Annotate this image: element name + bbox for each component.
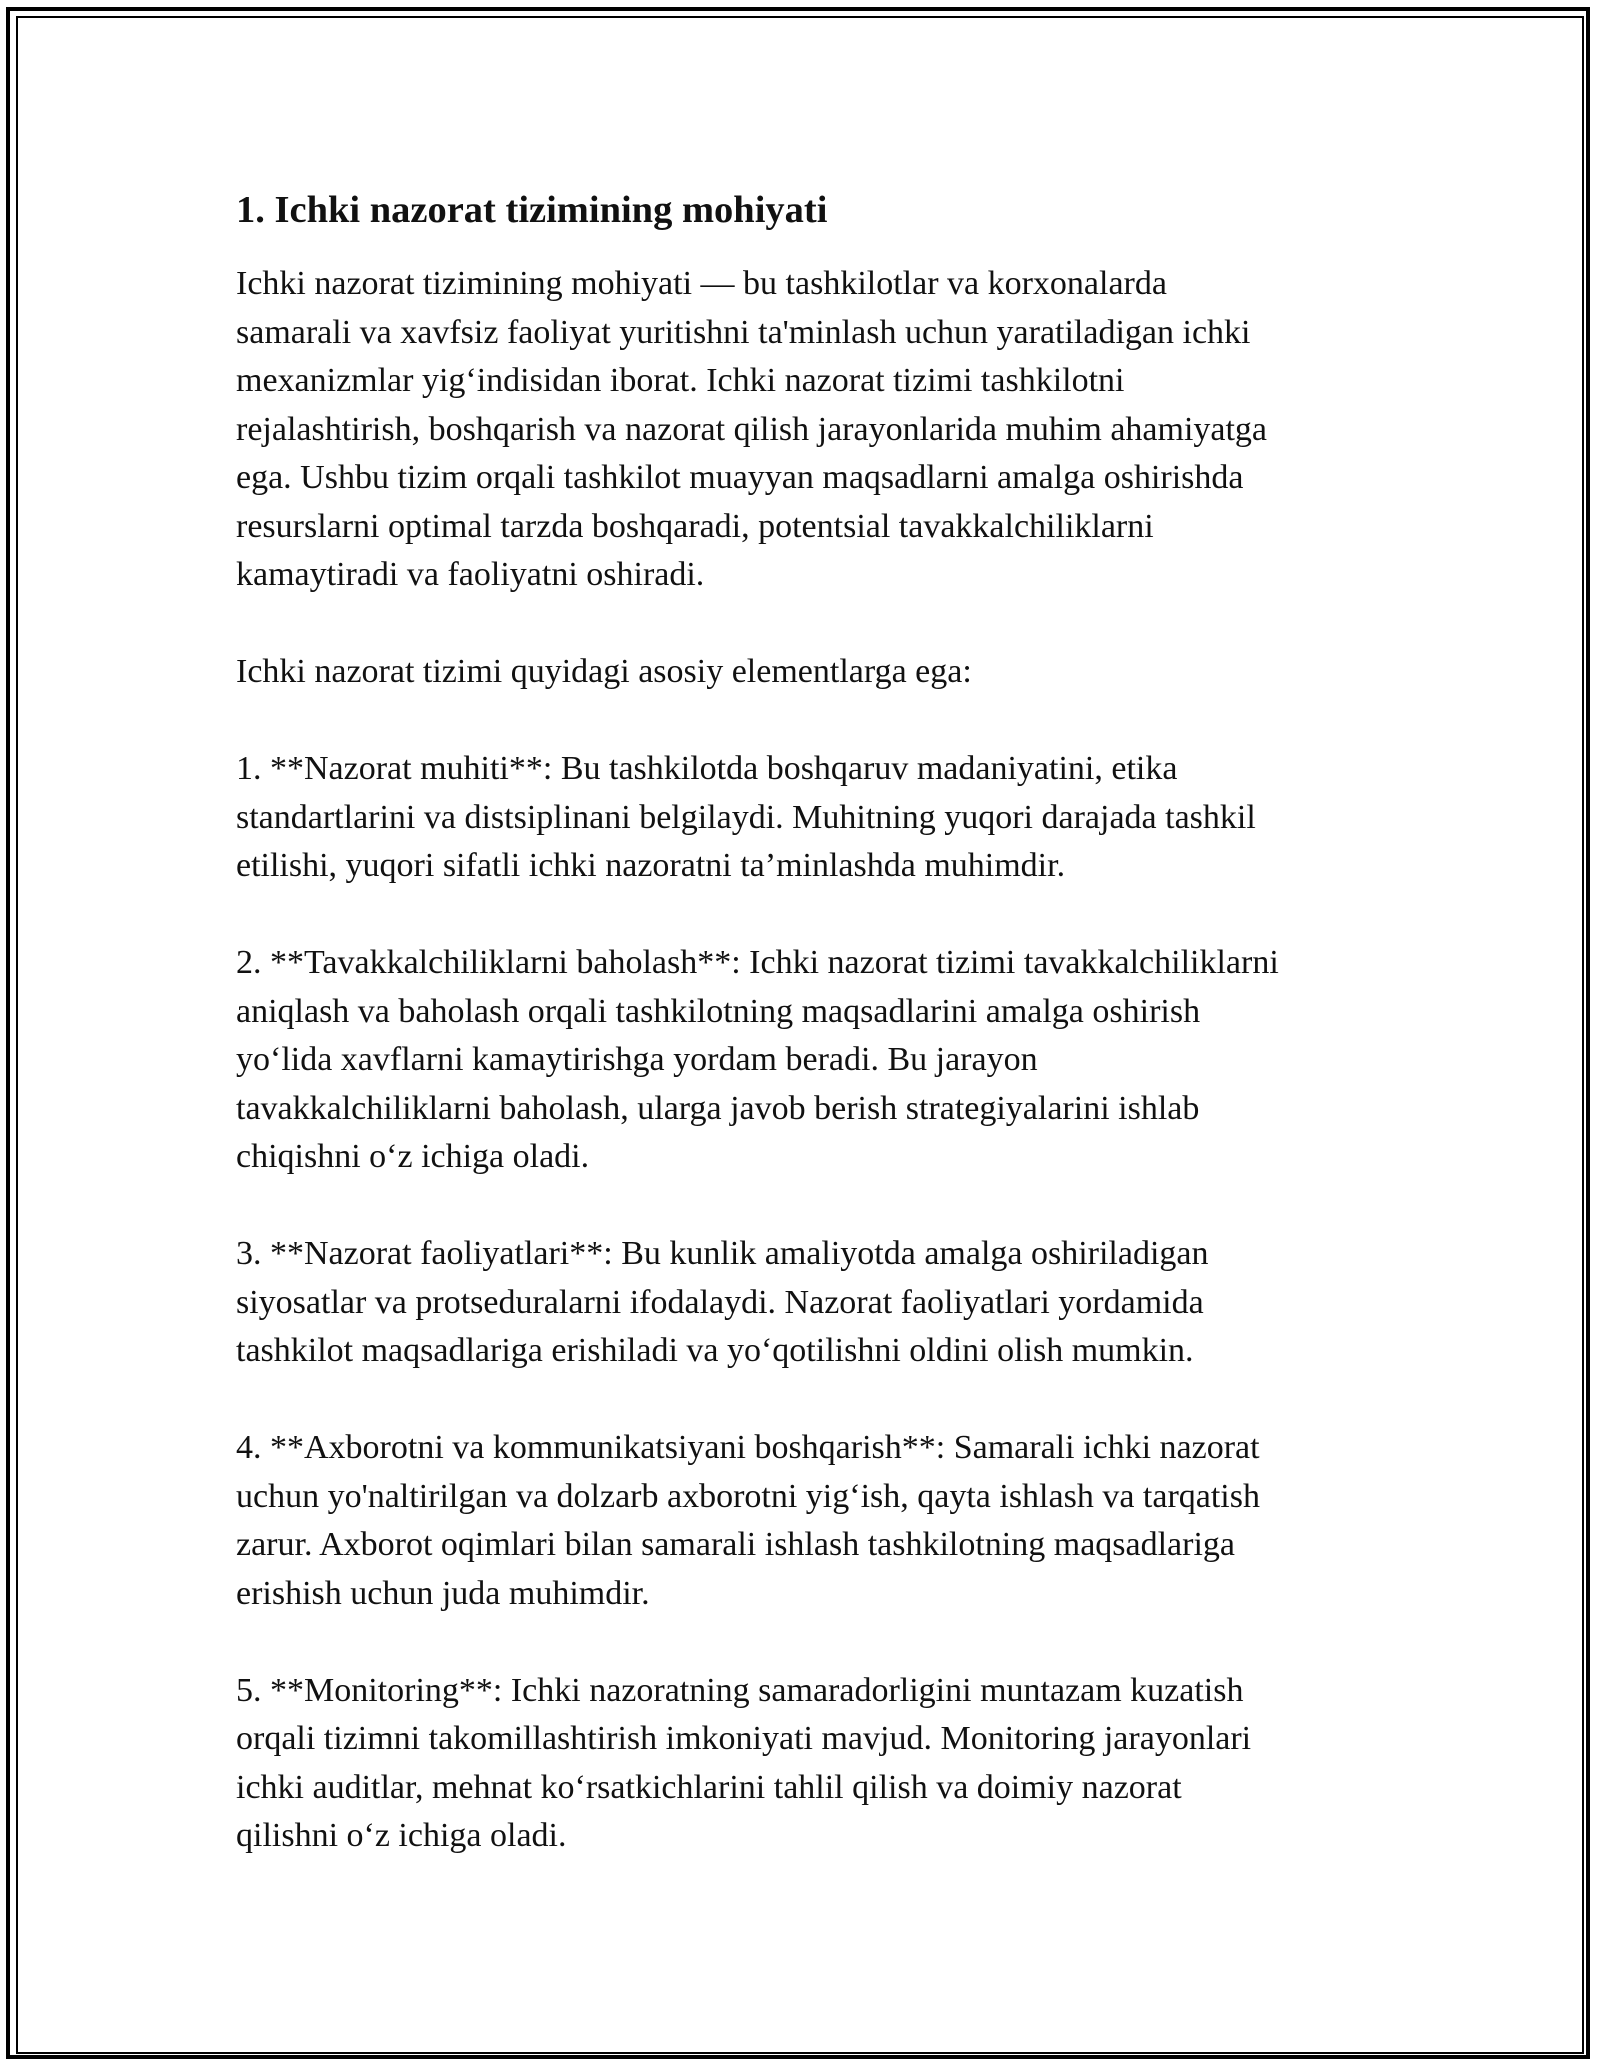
text-line: siyosatlar va protseduralarni ifodalaydi. Nazorat faoliyatlari yordamida xyxy=(236,1283,1204,1321)
text-line: Ichki nazorat tizimining mohiyati — bu tashkilotlar va korxonalarda xyxy=(236,265,1167,302)
text-line: erishish uchun juda muhimdir. xyxy=(236,1574,650,1612)
text-line: orqali tizimni takomillashtirish imkoniyati mavjud. Monitoring jarayonlari xyxy=(236,1720,1252,1757)
text-line: zarur. Axborot oqimlari bilan samarali ishlash tashkilotning maqsadlariga xyxy=(236,1526,1235,1563)
list-item-3 xyxy=(236,1230,1366,1376)
list-item-1 xyxy=(236,745,1366,891)
text-line: 4. **Axborotni va kommunikatsiyani boshqarish**: Samarali ichki nazorat xyxy=(236,1429,1260,1466)
text-line: resurslarni optimal tarzda boshqaradi, potentsial tavakkalchiliklarni xyxy=(236,507,1154,545)
text-line: etilishi, yuqori sifatli ichki nazoratni ta’minlashda muhimdir. xyxy=(236,847,1066,884)
text-line: ega. Ushbu tizim orqali tashkilot muayyan maqsadlarni amalga oshirishda xyxy=(236,459,1244,496)
text-line: ichki auditlar, mehnat ko‘rsatkichlarini tahlil qilish va doimiy nazorat xyxy=(236,1768,1182,1806)
text-line: kamaytiradi va faoliyatni oshiradi. xyxy=(236,556,705,593)
text-line: aniqlash va baholash orqali tashkilotning maqsadlarini amalga oshirish xyxy=(236,992,1201,1030)
intro-paragraph xyxy=(236,260,1366,600)
text-line: rejalashtirish, boshqarish va nazorat qilish jarayonlarida muhim ahamiyatga xyxy=(236,410,1268,448)
text-line: Ichki nazorat tizimi quyidagi asosiy elementlarga ega: xyxy=(236,653,972,690)
list-item-4 xyxy=(236,1424,1366,1618)
text-line: tavakkalchiliklarni baholash, ularga javob berish strategiyalarini ishlab xyxy=(236,1089,1200,1127)
document-body xyxy=(236,186,1366,1909)
text-line: 2. **Tavakkalchiliklarni baholash**: Ichki nazorat tizimi tavakkalchiliklarni xyxy=(236,944,1279,981)
text-line: samarali va xavfsiz faoliyat yuritishni ta'minlash uchun yaratiladigan ichki xyxy=(236,313,1251,351)
text-line: 1. **Nazorat muhiti**: Bu tashkilotda boshqaruv madaniyatini, etika xyxy=(236,750,1178,787)
section-heading: 1. Ichki nazorat tizimining mohiyati xyxy=(236,189,828,231)
text-line: tashkilot maqsadlariga erishiladi va yo‘qotilishni oldini olish mumkin. xyxy=(236,1332,1194,1369)
text-line: 5. **Monitoring**: Ichki nazoratning samaradorligini muntazam kuzatish xyxy=(236,1671,1244,1709)
text-line: qilishni o‘z ichiga oladi. xyxy=(236,1817,567,1854)
text-line: standartlarini va distsiplinani belgilaydi. Muhitning yuqori darajada tashkil xyxy=(236,798,1256,836)
text-line: uchun yo'naltirilgan va dolzarb axborotni yig‘ish, qayta ishlash va tarqatish xyxy=(236,1477,1260,1515)
elements-intro-paragraph xyxy=(236,648,1366,697)
list-item-2 xyxy=(236,939,1366,1182)
text-line: yo‘lida xavflarni kamaytirishga yordam beradi. Bu jarayon xyxy=(236,1041,1038,1078)
list-item-5 xyxy=(236,1667,1366,1861)
text-line: 3. **Nazorat faoliyatlari**: Bu kunlik amaliyotda amalga oshiriladigan xyxy=(236,1235,1209,1272)
text-line: mexanizmlar yig‘indisidan iborat. Ichki nazorat tizimi tashkilotni xyxy=(236,362,1125,399)
text-line: chiqishni o‘z ichiga oladi. xyxy=(236,1138,590,1175)
